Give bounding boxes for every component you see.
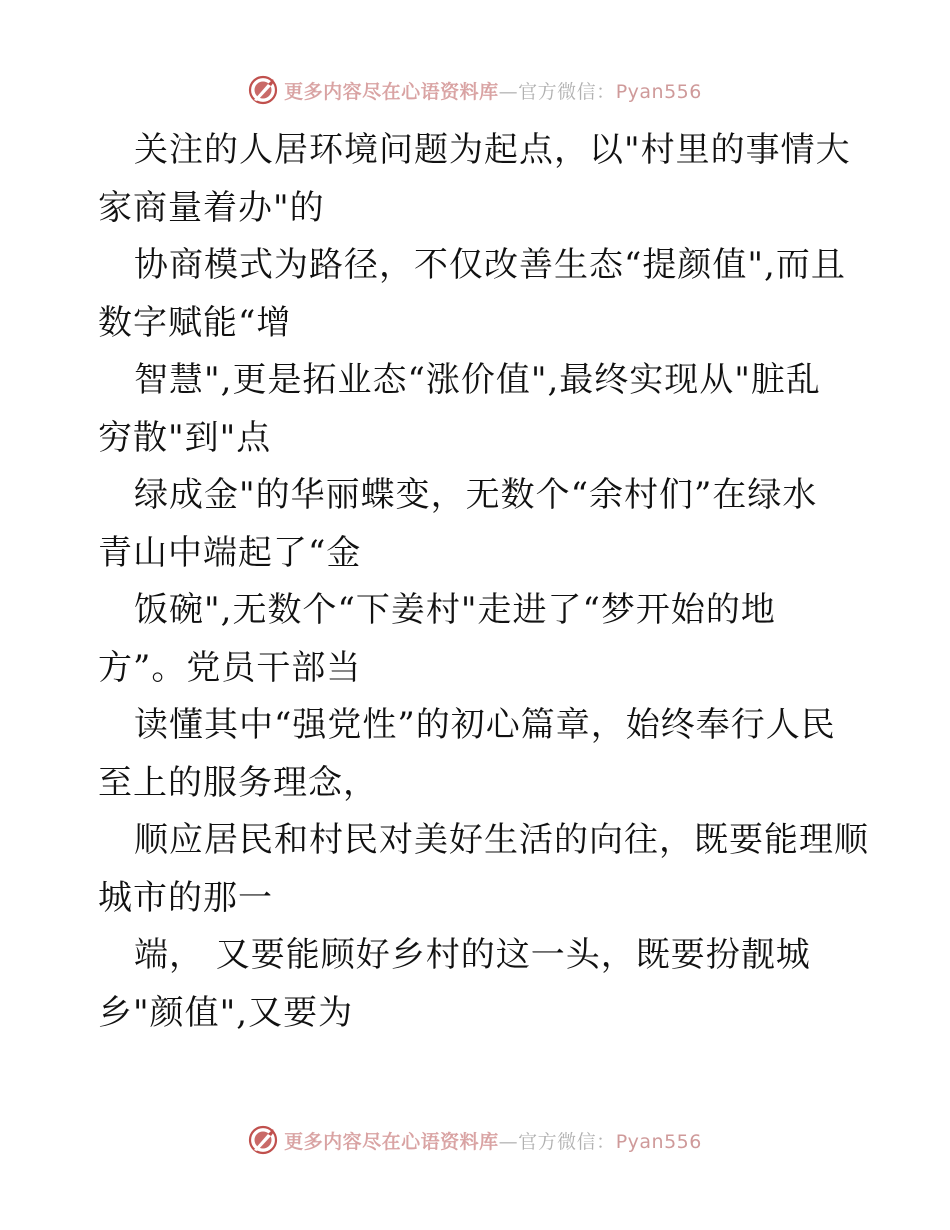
quill-seal-icon: [248, 75, 278, 105]
body-line: 关注的人居环境问题为起点，以"村里的事情大: [134, 130, 851, 170]
header-site-name: 更多内容尽在心语资料库: [284, 80, 499, 103]
document-body: [98, 122, 888, 1042]
footer-site-name: 更多内容尽在心语资料库: [284, 1130, 499, 1153]
body-line: 读懂其中“强党性”的初心篇章，始终奉行人民: [134, 705, 836, 745]
body-line: 穷散"到"点: [98, 417, 272, 458]
header-separator: —: [498, 80, 519, 103]
header-wechat-id: Pyan556: [615, 80, 702, 103]
quill-seal-icon: [248, 1125, 278, 1155]
body-line: 端， 又要能顾好乡村的这一头，既要扮靓城: [134, 935, 811, 975]
footer-separator: —: [498, 1130, 519, 1153]
body-line: 智慧",更是拓业态“涨价值",最终实现从"脏乱: [134, 360, 821, 400]
header-wechat-label: 官方微信：: [518, 80, 616, 103]
body-line: 协商模式为路径，不仅改善生态“提颜值",而且: [134, 245, 846, 285]
body-line: 顺应居民和村民对美好生活的向往，既要能理顺: [134, 820, 869, 860]
body-line: 绿成金"的华丽蝶变，无数个“余村们”在绿水: [134, 475, 818, 515]
body-line: 饭碗",无数个“下姜村"走进了“梦开始的地: [134, 590, 776, 630]
body-line: 数字赋能“增: [98, 302, 292, 343]
footer-wechat-id: Pyan556: [615, 1130, 702, 1153]
body-line: 城市的那一: [98, 877, 273, 918]
body-line: 青山中端起了“金: [98, 532, 362, 573]
body-line: 至上的服务理念，: [98, 762, 378, 803]
header-banner: [0, 70, 950, 110]
body-line: 家商量着办"的: [98, 187, 325, 228]
body-line: 方”。党员干部当: [98, 647, 362, 688]
footer-banner: [0, 1120, 950, 1160]
footer-wechat-label: 官方微信：: [518, 1130, 616, 1153]
body-line: 乡"颜值",又要为: [98, 992, 354, 1033]
